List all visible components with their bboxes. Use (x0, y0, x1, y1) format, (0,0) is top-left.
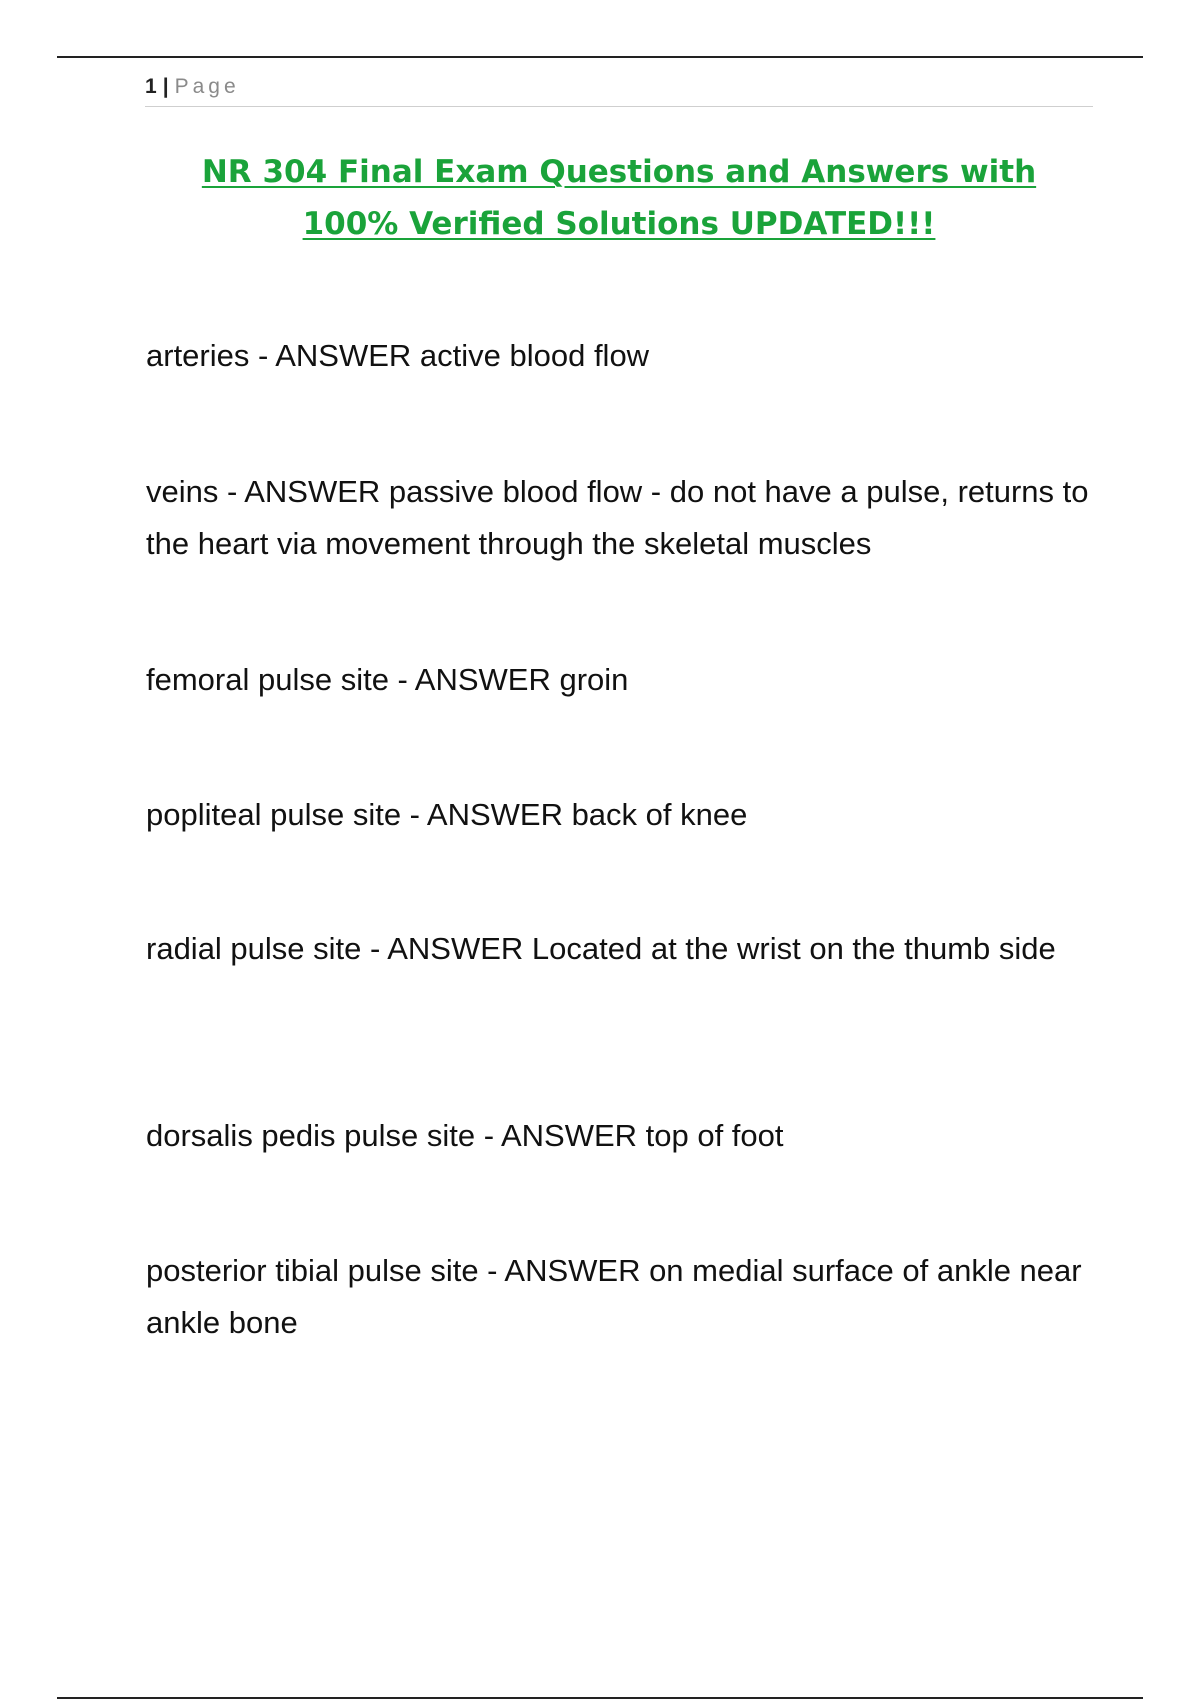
qa-item-dorsalis-pedis: dorsalis pedis pulse site - ANSWER top of foot (146, 1118, 784, 1153)
qa-item-arteries: arteries - ANSWER active blood flow (146, 338, 650, 373)
qa-item-femoral: femoral pulse site - ANSWER groin (146, 662, 629, 697)
top-border-line (57, 56, 1143, 58)
qa-item-veins: veins - ANSWER passive blood flow - do not have a pulse, returns to the heart via movement through the skeletal muscles (146, 474, 1089, 561)
page-header (145, 74, 1093, 107)
qa-item-radial: radial pulse site - ANSWER Located at the wrist on the thumb side (146, 931, 1056, 966)
qa-item-popliteal: popliteal pulse site - ANSWER back of knee (146, 797, 748, 832)
document-title-line-2: 100% Verified Solutions UPDATED!!! (302, 206, 936, 242)
bottom-border-line (57, 1697, 1143, 1699)
document-title-line-1: NR 304 Final Exam Questions and Answers with (201, 154, 1037, 190)
qa-item-posterior-tibial: posterior tibial pulse site - ANSWER on medial surface of ankle near ankle bone (146, 1253, 1082, 1340)
page-separator: | (162, 75, 169, 98)
document-title (145, 146, 1093, 250)
page-number: 1 (145, 75, 157, 98)
page-label: Page (174, 75, 240, 98)
